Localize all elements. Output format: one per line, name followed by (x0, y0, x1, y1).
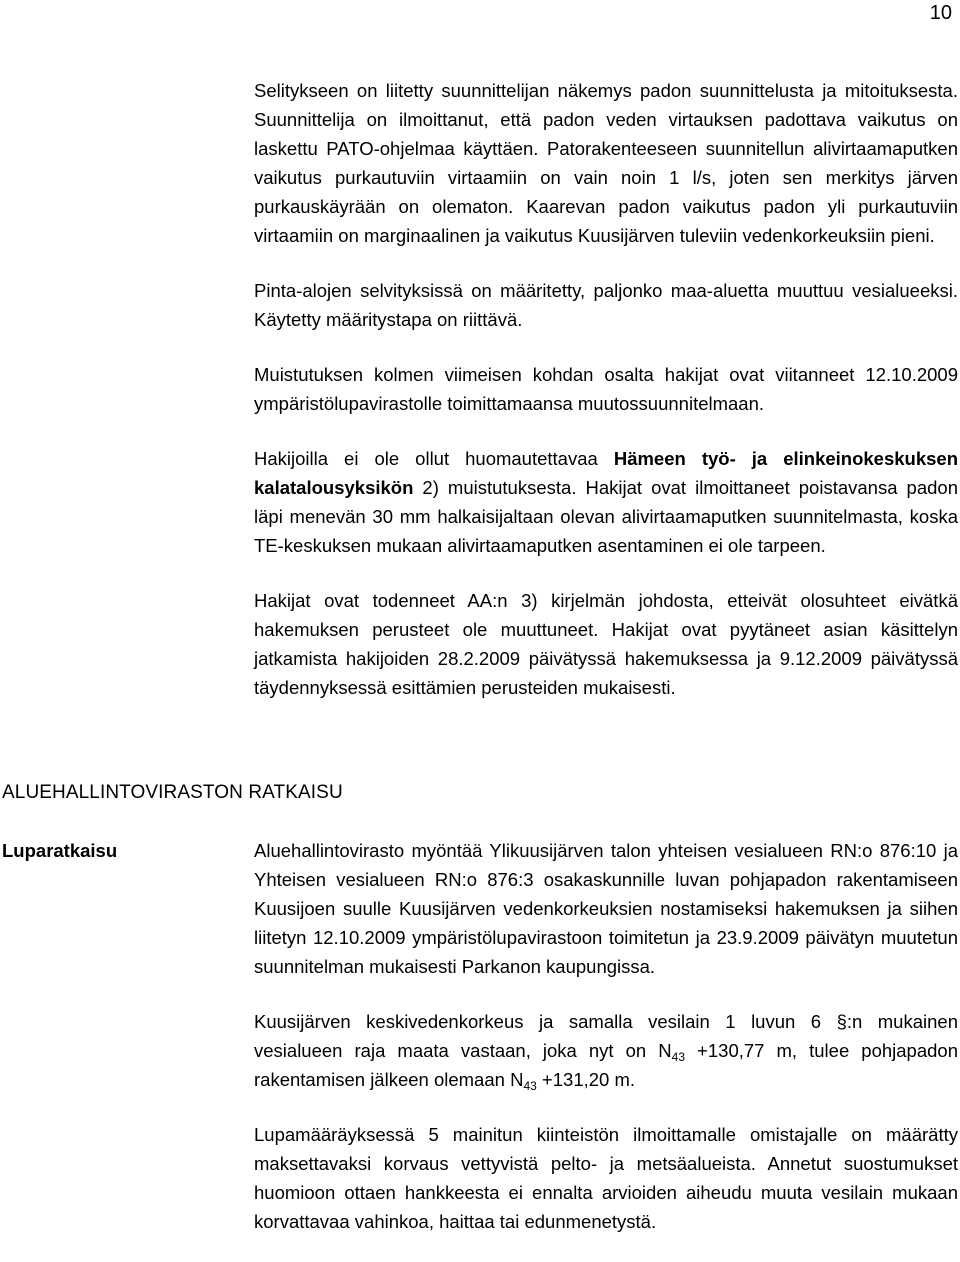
water-level-subscript-2: 43 (523, 1079, 537, 1093)
body-text (254, 76, 958, 728)
water-level-text-a: Kuusijärven keskivedenkorkeus ja samalla vesilain 1 luvun 6 §:n mukainen vesialueen raja maata vastaan, joka nyt on N (254, 1011, 958, 1061)
paragraph-permit-granted: Aluehallintovirasto myöntää Ylikuusijärven talon yhteisen vesialueen RN:o 876:10 ja Yhteisen vesialueen RN:o 876:3 osakaskunnille luvan pohjapadon rakentamiseen Kuusijoen suulle Kuusijärven vedenkorkeuksien nostamiseksi hakemuksen ja siihen liitetyn 12.10.2009 ympäristölupavirastoon toimitetun ja 23.9.2009 päivätyn muutetun suunnitelman mukaisesti Parkanon kaupungissa. (254, 840, 958, 977)
side-heading: Luparatkaisu (2, 840, 118, 861)
water-level-subscript-1: 43 (671, 1050, 685, 1064)
p4-text-after: 2) muistutuksesta. Hakijat ovat ilmoittaneet poistavansa padon läpi menevän 30 mm halkaisijaltaan olevan alivirtaamaputken suunnitelmasta, koska TE-keskuksen mukaan alivirtaamaputken asentaminen ei ole tarpeen. (254, 477, 958, 556)
paragraph-surface-area: Pinta-alojen selvityksissä on määritetty, paljonko maa-aluetta muuttuu vesialueeksi. Käytetty määritystapa on riittävä. (254, 280, 958, 330)
paragraph-water-level (254, 1007, 958, 1094)
paragraph-aa-response: Hakijat ovat todenneet AA:n 3) kirjelmän johdosta, etteivät olosuhteet eivätkä hakemuksen perusteet ole muuttuneet. Hakijat ovat pyytäneet asian käsittelyn jatkamista hakijoiden 28.2.2009 päivätyssä hakemuksessa ja 9.12.2009 päivätyssä täydennyksessä esittämien perusteiden mukaisesti. (254, 590, 958, 698)
paragraph-compensation: Lupamääräyksessä 5 mainitun kiinteistön ilmoittamalle omistajalle on määrätty maksettavaksi korvaus vettyvistä pelto- ja metsäalueista. Annetut suostumukset huomioon ottaen hankkeesta ei ennalta arvioiden aiheudu muuta vesilain mukaan korvattavaa vahinkoa, haittaa tai edunmenetystä. (254, 1124, 958, 1232)
water-level-text-b: +130,77 m, tulee pohjapadon rakentamisen jälkeen olemaan N (254, 1040, 959, 1090)
decision-text (254, 836, 958, 1262)
p4-text-before: Hakijoilla ei ole ollut huomautettavaa (254, 448, 614, 469)
p4-bold-entity: Hämeen työ- ja elinkeinokeskuksen kalatalousyksikön (254, 448, 959, 498)
paragraph-te-centre-comment (254, 444, 958, 560)
water-level-text-c: +131,20 m. (536, 1069, 636, 1090)
paragraph-change-plan: Muistutuksen kolmen viimeisen kohdan osalta hakijat ovat viitanneet 12.10.2009 ympäristölupavirastolle toimittamaansa muutossuunnitelmaan. (254, 364, 958, 414)
page-number: 10 (929, 2, 952, 24)
paragraph-design-explanation: Selitykseen on liitetty suunnittelijan näkemys padon suunnittelusta ja mitoituksesta. Suunnittelija on ilmoittanut, että padon veden virtauksen padottava vaikutus on laskettu PATO-ohjelmaa käyttäen. Patorakenteeseen suunnitellun alivirtaamaputken vaikutus purkautuviin virtaamiin on vain noin 1 l/s, joten sen merkitys järven purkauskäyrään on olematon. Kaarevan padon vaikutus padon yli purkautuviin virtaamiin on marginaalinen ja vaikutus Kuusijärven tuleviin vedenkorkeuksiin pieni. (254, 80, 958, 246)
section-heading: ALUEHALLINTOVIRASTON RATKAISU (2, 782, 343, 803)
